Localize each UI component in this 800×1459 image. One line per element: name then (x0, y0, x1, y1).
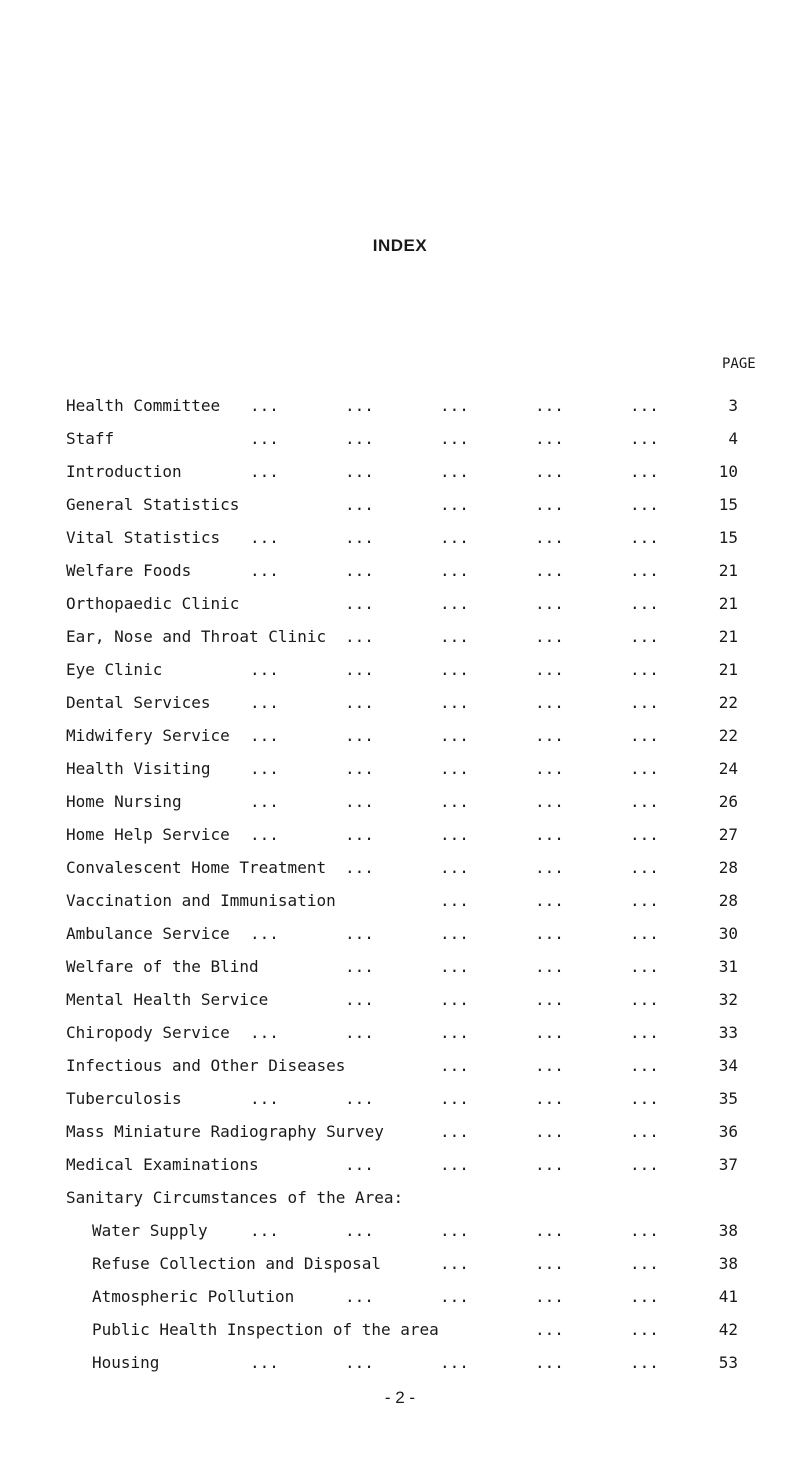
leader-dots: ... (535, 396, 564, 415)
entry-page-number: 22 (718, 693, 738, 712)
leader-dots: ... (440, 627, 469, 646)
entry-label: Chiropody Service (66, 1023, 230, 1042)
entry-label: Staff (66, 429, 115, 448)
leader-dots: ... (630, 792, 659, 811)
leader-dots: ... (345, 957, 374, 976)
index-entry (0, 528, 800, 561)
leader-dots: ... (630, 726, 659, 745)
leader-dots: ... (345, 528, 374, 547)
entry-label: Dental Services (66, 693, 211, 712)
entry-page-number: 27 (718, 825, 738, 844)
entry-label: Refuse Collection and Disposal (92, 1254, 381, 1273)
entry-label: Eye Clinic (66, 660, 163, 679)
leader-dots: ... (630, 1254, 659, 1273)
entry-label: Mental Health Service (66, 990, 269, 1009)
leader-dots: ... (250, 1023, 279, 1042)
leader-dots: ... (250, 924, 279, 943)
entry-page-number: 33 (718, 1023, 738, 1042)
leader-dots: ... (345, 693, 374, 712)
leader-dots: ... (250, 726, 279, 745)
entry-page-number: 32 (718, 990, 738, 1009)
leader-dots: ... (630, 1221, 659, 1240)
leader-dots: ... (440, 1023, 469, 1042)
entry-label: Sanitary Circumstances of the Area: (66, 1188, 404, 1207)
entry-page-number: 36 (718, 1122, 738, 1141)
leader-dots: ... (535, 528, 564, 547)
leader-dots: ... (250, 792, 279, 811)
leader-dots: ... (630, 1056, 659, 1075)
leader-dots: ... (535, 1353, 564, 1372)
leader-dots: ... (440, 1254, 469, 1273)
leader-dots: ... (250, 1353, 279, 1372)
leader-dots: ... (630, 693, 659, 712)
leader-dots: ... (535, 660, 564, 679)
leader-dots: ... (440, 1056, 469, 1075)
index-entry (0, 759, 800, 792)
leader-dots: ... (250, 759, 279, 778)
leader-dots: ... (630, 858, 659, 877)
leader-dots: ... (535, 495, 564, 514)
index-entry (0, 594, 800, 627)
leader-dots: ... (630, 1023, 659, 1042)
leader-dots: ... (440, 660, 469, 679)
leader-dots: ... (535, 825, 564, 844)
leader-dots: ... (535, 693, 564, 712)
leader-dots: ... (535, 594, 564, 613)
index-entry (0, 1287, 800, 1320)
leader-dots: ... (440, 528, 469, 547)
leader-dots: ... (345, 660, 374, 679)
entry-page-number: 4 (728, 429, 738, 448)
index-entry (0, 726, 800, 759)
entry-page-number: 10 (718, 462, 738, 481)
index-title: INDEX (372, 236, 428, 255)
leader-dots: ... (630, 1287, 659, 1306)
leader-dots: ... (440, 594, 469, 613)
index-entry (0, 1155, 800, 1188)
entry-label: Vaccination and Immunisation (66, 891, 336, 910)
leader-dots: ... (630, 759, 659, 778)
index-entry (0, 627, 800, 660)
index-entries (0, 396, 800, 1386)
leader-dots: ... (535, 1287, 564, 1306)
leader-dots: ... (345, 1089, 374, 1108)
index-entry (0, 429, 800, 462)
leader-dots: ... (440, 429, 469, 448)
leader-dots: ... (250, 1089, 279, 1108)
index-entry (0, 858, 800, 891)
leader-dots: ... (535, 1089, 564, 1108)
entry-page-number: 34 (718, 1056, 738, 1075)
leader-dots: ... (345, 495, 374, 514)
leader-dots: ... (345, 462, 374, 481)
entry-label: Tuberculosis (66, 1089, 182, 1108)
leader-dots: ... (535, 759, 564, 778)
leader-dots: ... (440, 693, 469, 712)
leader-dots: ... (630, 495, 659, 514)
leader-dots: ... (535, 1221, 564, 1240)
entry-page-number: 28 (718, 891, 738, 910)
leader-dots: ... (250, 462, 279, 481)
leader-dots: ... (345, 990, 374, 1009)
index-entry (0, 891, 800, 924)
entry-label: Welfare Foods (66, 561, 192, 580)
leader-dots: ... (250, 693, 279, 712)
entry-page-number: 35 (718, 1089, 738, 1108)
leader-dots: ... (440, 858, 469, 877)
entry-label: Atmospheric Pollution (92, 1287, 295, 1306)
leader-dots: ... (630, 660, 659, 679)
leader-dots: ... (630, 627, 659, 646)
leader-dots: ... (345, 627, 374, 646)
leader-dots: ... (440, 1287, 469, 1306)
leader-dots: ... (535, 924, 564, 943)
leader-dots: ... (345, 726, 374, 745)
leader-dots: ... (345, 825, 374, 844)
entry-page-number: 22 (718, 726, 738, 745)
leader-dots: ... (250, 528, 279, 547)
leader-dots: ... (630, 1122, 659, 1141)
entry-page-number: 53 (718, 1353, 738, 1372)
entry-page-number: 42 (718, 1320, 738, 1339)
leader-dots: ... (630, 462, 659, 481)
leader-dots: ... (630, 924, 659, 943)
leader-dots: ... (535, 1320, 564, 1339)
leader-dots: ... (630, 396, 659, 415)
leader-dots: ... (440, 1089, 469, 1108)
leader-dots: ... (345, 858, 374, 877)
leader-dots: ... (440, 1122, 469, 1141)
leader-dots: ... (345, 792, 374, 811)
leader-dots: ... (440, 990, 469, 1009)
leader-dots: ... (630, 429, 659, 448)
leader-dots: ... (440, 825, 469, 844)
leader-dots: ... (535, 429, 564, 448)
entry-label: Ambulance Service (66, 924, 230, 943)
entry-label: Ear, Nose and Throat Clinic (66, 627, 327, 646)
index-entry (0, 1188, 800, 1221)
leader-dots: ... (535, 1254, 564, 1273)
index-entry (0, 396, 800, 429)
leader-dots: ... (440, 1353, 469, 1372)
index-entry (0, 1023, 800, 1056)
leader-dots: ... (440, 759, 469, 778)
entry-label: Vital Statistics (66, 528, 221, 547)
leader-dots: ... (630, 1353, 659, 1372)
leader-dots: ... (630, 561, 659, 580)
leader-dots: ... (345, 1353, 374, 1372)
leader-dots: ... (345, 759, 374, 778)
entry-page-number: 31 (718, 957, 738, 976)
leader-dots: ... (440, 561, 469, 580)
leader-dots: ... (345, 396, 374, 415)
leader-dots: ... (535, 1155, 564, 1174)
page-number-footer: - 2 - (384, 1388, 416, 1407)
entry-page-number: 15 (718, 495, 738, 514)
entry-label: Orthopaedic Clinic (66, 594, 240, 613)
leader-dots: ... (345, 1221, 374, 1240)
index-entry (0, 957, 800, 990)
entry-page-number: 28 (718, 858, 738, 877)
entry-page-number: 37 (718, 1155, 738, 1174)
entry-page-number: 38 (718, 1221, 738, 1240)
index-entry (0, 1089, 800, 1122)
leader-dots: ... (630, 528, 659, 547)
index-entry (0, 1320, 800, 1353)
leader-dots: ... (345, 1287, 374, 1306)
leader-dots: ... (630, 1089, 659, 1108)
entry-page-number: 21 (718, 660, 738, 679)
leader-dots: ... (535, 990, 564, 1009)
leader-dots: ... (440, 495, 469, 514)
leader-dots: ... (630, 1320, 659, 1339)
entry-label: Home Help Service (66, 825, 230, 844)
entry-page-number: 26 (718, 792, 738, 811)
leader-dots: ... (440, 726, 469, 745)
leader-dots: ... (250, 396, 279, 415)
index-entry (0, 495, 800, 528)
entry-label: Health Committee (66, 396, 221, 415)
entry-page-number: 38 (718, 1254, 738, 1273)
entry-label: Infectious and Other Diseases (66, 1056, 346, 1075)
entry-label: General Statistics (66, 495, 240, 514)
leader-dots: ... (440, 396, 469, 415)
leader-dots: ... (535, 1023, 564, 1042)
leader-dots: ... (440, 792, 469, 811)
leader-dots: ... (250, 1221, 279, 1240)
entry-label: Convalescent Home Treatment (66, 858, 327, 877)
entry-label: Introduction (66, 462, 182, 481)
leader-dots: ... (630, 825, 659, 844)
leader-dots: ... (345, 561, 374, 580)
entry-label: Welfare of the Blind (66, 957, 259, 976)
leader-dots: ... (345, 1023, 374, 1042)
entry-label: Midwifery Service (66, 726, 230, 745)
index-entry (0, 1221, 800, 1254)
entry-label: Public Health Inspection of the area (92, 1320, 439, 1339)
page-column-heading: PAGE (722, 356, 756, 372)
leader-dots: ... (440, 957, 469, 976)
leader-dots: ... (535, 957, 564, 976)
leader-dots: ... (630, 594, 659, 613)
index-entry (0, 792, 800, 825)
index-entry (0, 693, 800, 726)
leader-dots: ... (630, 1155, 659, 1174)
leader-dots: ... (535, 792, 564, 811)
leader-dots: ... (440, 924, 469, 943)
entry-page-number: 30 (718, 924, 738, 943)
leader-dots: ... (535, 891, 564, 910)
index-entry (0, 1353, 800, 1386)
leader-dots: ... (345, 924, 374, 943)
leader-dots: ... (250, 825, 279, 844)
entry-label: Water Supply (92, 1221, 208, 1240)
index-entry (0, 1122, 800, 1155)
index-entry (0, 462, 800, 495)
leader-dots: ... (345, 429, 374, 448)
index-entry (0, 825, 800, 858)
leader-dots: ... (535, 462, 564, 481)
leader-dots: ... (250, 660, 279, 679)
leader-dots: ... (535, 1056, 564, 1075)
leader-dots: ... (440, 1221, 469, 1240)
leader-dots: ... (630, 990, 659, 1009)
leader-dots: ... (440, 1155, 469, 1174)
leader-dots: ... (630, 891, 659, 910)
leader-dots: ... (630, 957, 659, 976)
leader-dots: ... (440, 462, 469, 481)
index-entry (0, 990, 800, 1023)
entry-label: Mass Miniature Radiography Survey (66, 1122, 384, 1141)
leader-dots: ... (535, 561, 564, 580)
entry-page-number: 21 (718, 561, 738, 580)
leader-dots: ... (250, 429, 279, 448)
entry-label: Home Nursing (66, 792, 182, 811)
leader-dots: ... (535, 726, 564, 745)
index-entry (0, 924, 800, 957)
entry-page-number: 24 (718, 759, 738, 778)
entry-label: Medical Examinations (66, 1155, 259, 1174)
entry-page-number: 15 (718, 528, 738, 547)
entry-label: Health Visiting (66, 759, 211, 778)
entry-page-number: 41 (718, 1287, 738, 1306)
leader-dots: ... (250, 561, 279, 580)
entry-page-number: 21 (718, 594, 738, 613)
index-entry (0, 1056, 800, 1089)
index-entry (0, 561, 800, 594)
leader-dots: ... (345, 594, 374, 613)
entry-page-number: 21 (718, 627, 738, 646)
entry-page-number: 3 (728, 396, 738, 415)
leader-dots: ... (535, 627, 564, 646)
entry-label: Housing (92, 1353, 160, 1372)
leader-dots: ... (535, 858, 564, 877)
leader-dots: ... (345, 1155, 374, 1174)
index-entry (0, 660, 800, 693)
leader-dots: ... (535, 1122, 564, 1141)
index-entry (0, 1254, 800, 1287)
leader-dots: ... (440, 891, 469, 910)
